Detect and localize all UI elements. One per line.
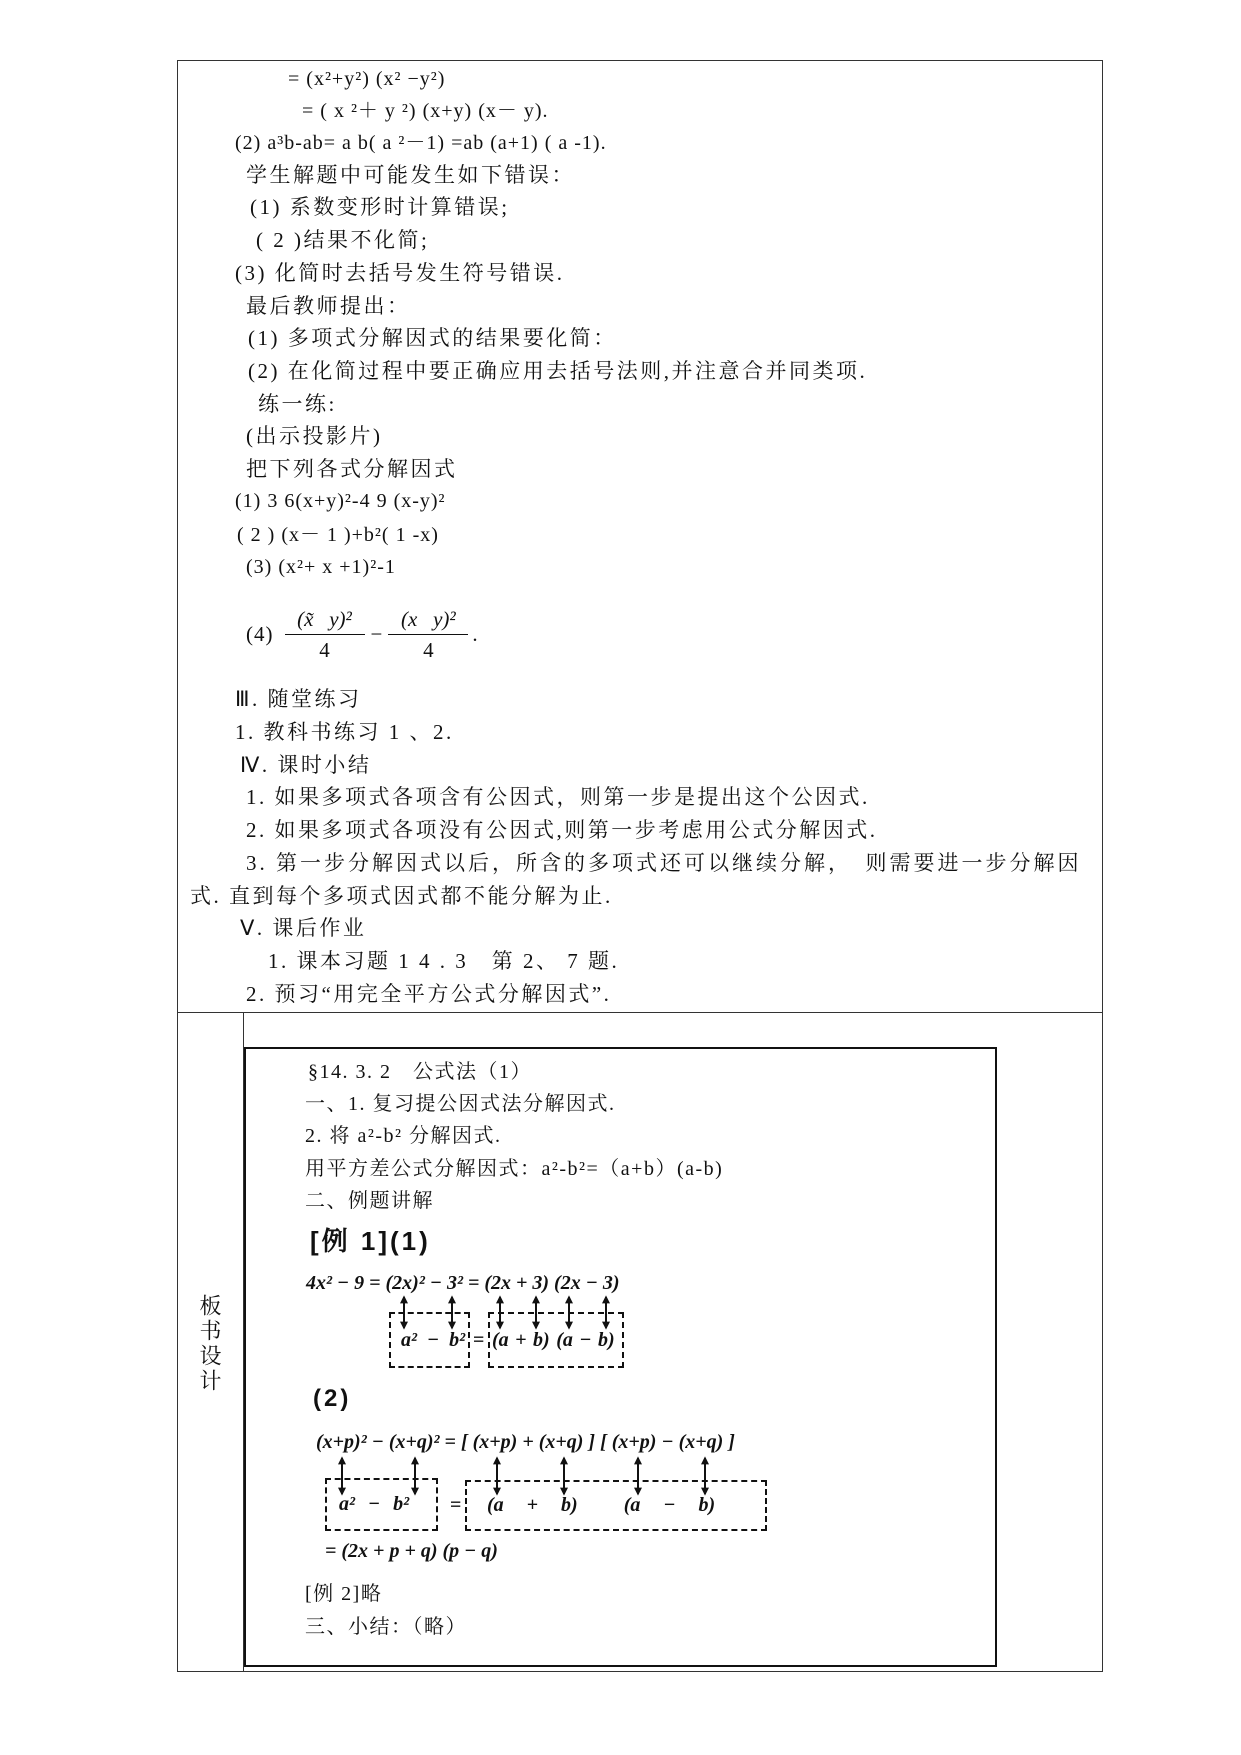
fraction-left [285,604,365,665]
text-line: 3. 第一步分解因式以后，所含的多项式还可以继续分解， 则需要进一步分解因 [246,851,1082,875]
text-line: (出示投影片) [246,424,383,448]
example1-part2-heading: (2) [313,1385,352,1412]
exercise-item: ( 2 ) (x－ 1 )+b²( 1 -x) [237,524,439,546]
exercise-label: (4) [246,621,274,646]
fraction-left-denominator: 4 [319,637,330,662]
text-line: 1. 如果多项式各项含有公因式，则第一步是提出这个公因式. [246,785,870,809]
text-line: 式. 直到每个多项式因式都不能分解为止. [190,884,613,908]
example1-part2-result: = (2x + p + q) (p − q) [325,1540,498,1562]
period: . [472,621,478,646]
pattern-left-box: a² − b² [389,1312,470,1368]
text-line: (1) 多项式分解因式的结果要化简： [248,326,617,350]
text-line: 练一练: [258,392,337,416]
example1-heading: [例 1](1) [310,1226,431,1256]
row-divider [177,1012,1103,1013]
board-line: 二、例题讲解 [305,1190,434,1212]
board-line: 一、1. 复习提公因式法分解因式. [305,1093,616,1115]
text-line: 2. 如果多项式各项没有公因式,则第一步考虑用公式分解因式. [246,818,878,842]
text-line: = ( x ²＋ y ²) (x+y) (x－ y). [302,100,549,122]
text-line: = (x²+y²) (x² −y²) [288,68,446,90]
text-line: 把下列各式分解因式 [246,457,458,481]
exercise-item: (3) (x²+ x +1)²-1 [246,556,396,578]
text-line: 学生解题中可能发生如下错误： [246,163,575,187]
text-line: (2) a³b-ab= a b( a ²－1) =ab (a+1) ( a -1). [235,132,607,154]
board-line: 2. 将 a²-b² 分解因式. [305,1125,502,1147]
board-title: §14. 3. 2 公式法（1） [308,1061,532,1083]
text-line: 最后教师提出： [246,294,411,318]
text-line: ( 2 )结果不化简; [256,228,430,252]
fraction-right [388,604,468,665]
board-summary: 三、小结：（略） [305,1616,467,1638]
fraction-right-denominator: 4 [423,637,434,662]
exercise-item: (1) 3 6(x+y)²-4 9 (x-y)² [235,490,446,512]
pattern-right-box: (a + b) (a − b) [488,1312,624,1368]
pattern-left-box: a² − b² [325,1478,438,1531]
fraction-exercise [246,602,478,666]
example1-expression: 4x² − 9 = (2x)² − 3² = (2x + 3) (2x − 3) [306,1272,620,1294]
fraction-left-numerator: (x̃ y)² [285,604,365,635]
section-heading: Ⅲ. 随堂练习 [235,687,362,711]
board-line: 用平方差公式分解因式：a²-b²=（a+b）(a-b) [305,1158,724,1180]
equals-sign: = [473,1329,485,1351]
equals-sign: = [450,1494,462,1516]
minus-sign: − [370,621,383,646]
section-heading: Ⅳ. 课时小结 [240,753,372,777]
pattern-right-box: (a + b) (a − b) [465,1480,767,1531]
section-heading: Ⅴ. 课后作业 [240,916,367,940]
text-line: (3) 化简时去括号发生符号错误. [235,261,565,285]
text-line: (2) 在化简过程中要正确应用去括号法则,并注意合并同类项. [248,359,868,383]
fraction-right-numerator: (x y)² [388,604,468,635]
text-line: 1. 教科书练习 1 、2. [235,720,454,744]
example1-part2-expression: (x+p)² − (x+q)² = [ (x+p) + (x+q) ] [ (x+p) − (x+q) ] [316,1431,735,1453]
example2-line: [例 2]略 [305,1583,383,1605]
board-design-label: 板书设计 [197,1294,222,1394]
text-line: 2. 预习“用完全平方公式分解因式”. [246,982,612,1006]
text-line: (1) 系数变形时计算错误; [250,195,510,219]
text-line: 1. 课本习题 1 4 . 3 第 2、 7 题. [268,949,620,973]
